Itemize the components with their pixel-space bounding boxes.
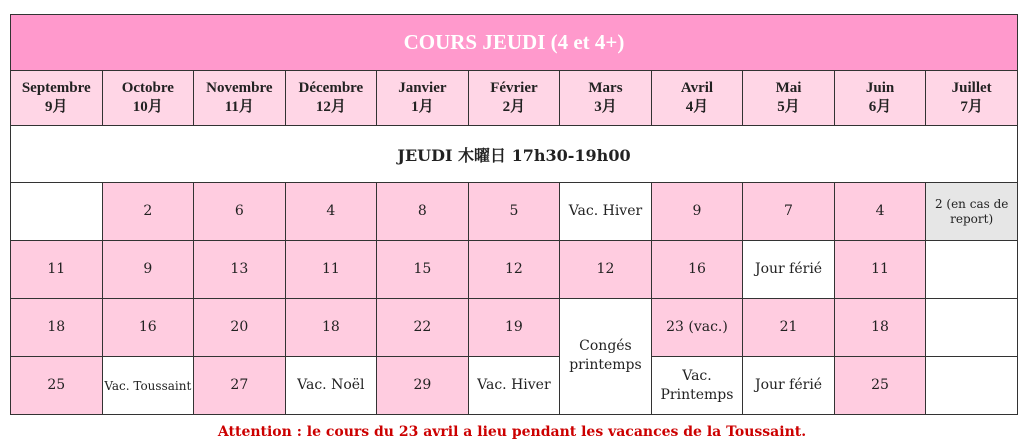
date-cell: 25 [11,357,103,415]
date-cell: 4 [834,183,926,241]
month-header [102,71,194,126]
month-header [926,71,1018,126]
month-name: Avril [680,80,714,96]
month-number: 2月 [502,99,526,115]
month-name: Février [490,80,538,96]
month-number: 12月 [315,99,346,115]
empty-cell [926,241,1018,299]
holiday-cell: Jour férié [743,357,835,415]
date-cell: 8 [377,183,469,241]
month-name: Juin [865,80,895,96]
table-title: COURS JEUDI (4 et 4+) [11,15,1018,71]
table-row [11,183,1018,241]
date-cell: 20 [194,299,286,357]
month-number: 3月 [594,99,617,115]
holiday-cell: Vac. Hiver [560,183,652,241]
attention-note: Attention : le cours du 23 avril a lieu pendant les vacances de la Toussaint. [217,424,807,440]
date-cell: 4 [285,183,377,241]
empty-cell [926,299,1018,357]
date-cell: 27 [194,357,286,415]
date-cell: 18 [834,299,926,357]
schedule-table [10,14,1018,415]
date-cell: 16 [102,299,194,357]
month-header [651,71,743,126]
table-row [11,357,1018,415]
month-header [834,71,926,126]
schedule-row [11,126,1018,183]
date-cell: 12 [560,241,652,299]
month-number: 11月 [224,99,254,115]
title-row [11,15,1018,71]
month-number: 6月 [868,99,892,115]
month-name: Juillet [951,80,992,96]
month-number: 9月 [45,99,68,115]
month-header [194,71,286,126]
holiday-cell: Vac. Noël [285,357,377,415]
month-number: 4月 [685,99,709,115]
schedule-time: JEUDI 木曜日 17h30-19h00 [11,126,1018,183]
table-row [11,241,1018,299]
holiday-cell: Congés printemps [560,299,652,415]
month-number: 7月 [960,99,983,115]
date-cell: 18 [285,299,377,357]
month-header [285,71,377,126]
month-name: Septembre [21,80,91,96]
date-cell: 22 [377,299,469,357]
date-cell: 15 [377,241,469,299]
date-cell: 12 [468,241,560,299]
month-name: Mars [588,80,623,96]
month-header [560,71,652,126]
date-cell: 13 [194,241,286,299]
holiday-cell: Vac. Hiver [468,357,560,415]
date-cell: 23 (vac.) [651,299,743,357]
date-cell: 6 [194,183,286,241]
month-name: Mai [775,80,802,96]
month-header [11,71,103,126]
month-number: 10月 [132,99,163,115]
month-header [468,71,560,126]
month-name: Décembre [298,80,364,96]
month-number: 1月 [411,99,434,115]
empty-cell [926,357,1018,415]
date-cell: 9 [651,183,743,241]
month-name: Novembre [206,80,273,96]
month-header [743,71,835,126]
month-header [377,71,469,126]
date-cell: 18 [11,299,103,357]
month-name: Octobre [121,80,174,96]
date-cell [11,183,103,241]
date-cell: 29 [377,357,469,415]
month-number: 5月 [777,99,800,115]
holiday-cell: Jour férié [743,241,835,299]
date-cell: 21 [743,299,835,357]
date-cell: 19 [468,299,560,357]
holiday-cell: Vac. Toussaint [102,357,194,415]
date-cell: 7 [743,183,835,241]
date-cell: 11 [11,241,103,299]
report-cell: 2 (en cas de report) [926,183,1018,241]
date-cell: 11 [285,241,377,299]
date-cell: 2 [102,183,194,241]
date-cell: 9 [102,241,194,299]
table-row [11,299,1018,357]
schedule-sheet [10,14,1018,415]
holiday-cell: Vac. Printemps [651,357,743,415]
date-cell: 5 [468,183,560,241]
date-cell: 16 [651,241,743,299]
month-name: Janvier [398,80,447,96]
date-cell: 11 [834,241,926,299]
month-header-row [11,71,1018,126]
date-cell: 25 [834,357,926,415]
